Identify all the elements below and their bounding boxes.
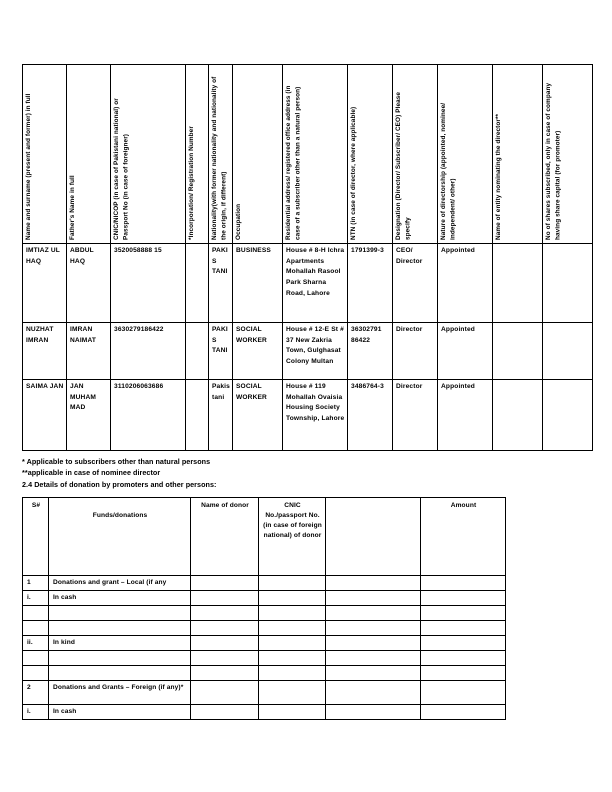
donations-table: [22, 497, 506, 720]
donations-cell-donor-name[interactable]: [191, 591, 259, 606]
donations-cell-funds: In kind: [49, 636, 191, 651]
donations-cell-donor-name[interactable]: [191, 705, 259, 720]
cell-incorporation-number: [186, 380, 209, 451]
cell-ntn: 3486764-3: [348, 380, 393, 451]
donations-row: [23, 705, 506, 720]
donations-cell-funds[interactable]: [49, 606, 191, 621]
donations-cell-serial: [23, 666, 49, 681]
donations-cell-cnic[interactable]: [259, 681, 326, 705]
donations-cell-cnic[interactable]: [259, 576, 326, 591]
donations-header-donor-name: Name of donor: [191, 498, 259, 576]
header-label-cnic: CNIC/NICOP (in case of Pakistani national) or Passport No (in case of foreigner): [113, 98, 130, 240]
cell-address: House # 12-E St # 37 New Zakria Town, Gulghasat Colony Multan: [283, 323, 348, 380]
donations-header-cnic: CNIC No./passport No. (in case of foreign national) of donor: [259, 498, 326, 576]
cell-nature-of-directorship: Appointed: [438, 244, 493, 323]
cell-father-name: JAN MUHAM MAD: [67, 380, 111, 451]
donations-row: [23, 681, 506, 705]
cell-father-name: ABDUL HAQ: [67, 244, 111, 323]
cell-shares-subscribed: [543, 380, 593, 451]
donations-cell-blank[interactable]: [326, 636, 421, 651]
donations-cell-cnic[interactable]: [259, 606, 326, 621]
donations-cell-blank[interactable]: [326, 606, 421, 621]
donations-cell-funds[interactable]: [49, 666, 191, 681]
donations-cell-serial: i.: [23, 591, 49, 606]
cell-address: House # 119 Mohallah Ovaisia Housing Society Township, Lahore: [283, 380, 348, 451]
header-cell-nationality: [209, 65, 233, 244]
header-cell-incorporation-number: [186, 65, 209, 244]
subscribers-directors-table: [22, 64, 593, 451]
donations-row: [23, 591, 506, 606]
header-label-shares-subscribed: No of shares subscribed, only in case of company having share capital (for promoter): [545, 82, 562, 240]
header-label-nominating-entity: Name of entity nominating the director**: [495, 113, 502, 240]
donations-cell-serial: [23, 651, 49, 666]
cell-shares-subscribed: [543, 244, 593, 323]
header-cell-ntn: [348, 65, 393, 244]
donations-cell-amount[interactable]: [421, 576, 506, 591]
header-cell-cnic: [111, 65, 186, 244]
section-heading-donation-details: 2.4 Details of donation by promoters and other persons:: [22, 479, 217, 489]
header-cell-occupation: [233, 65, 283, 244]
cell-occupation: SOCIAL WORKER: [233, 380, 283, 451]
donations-row: [23, 666, 506, 681]
donations-cell-amount[interactable]: [421, 681, 506, 705]
donations-cell-funds[interactable]: [49, 621, 191, 636]
donations-row: [23, 636, 506, 651]
donations-cell-amount[interactable]: [421, 651, 506, 666]
header-label-nature-of-directorship: Nature of directorship (appointed, nominee/ independent/ other): [440, 102, 457, 240]
donations-cell-cnic[interactable]: [259, 666, 326, 681]
donations-cell-serial: [23, 621, 49, 636]
table-header-row: [23, 65, 593, 244]
header-cell-shares-subscribed: [543, 65, 593, 244]
cell-cnic: 3110206063686: [111, 380, 186, 451]
cell-nationality: PAKIS TANI: [209, 323, 233, 380]
header-label-incorporation-number: *Incorporation/ Registration Number: [188, 126, 195, 240]
donations-cell-funds: In cash: [49, 591, 191, 606]
cell-nominating-entity: [493, 244, 543, 323]
donations-cell-blank[interactable]: [326, 576, 421, 591]
header-label-name: Name and surname (present and former) in full: [25, 93, 32, 240]
donations-cell-blank[interactable]: [326, 591, 421, 606]
table-row: [23, 244, 593, 323]
cell-incorporation-number: [186, 323, 209, 380]
cell-designation: Director: [393, 323, 438, 380]
cell-nature-of-directorship: Appointed: [438, 380, 493, 451]
donations-cell-donor-name[interactable]: [191, 651, 259, 666]
header-cell-nominating-entity: [493, 65, 543, 244]
donations-cell-cnic[interactable]: [259, 651, 326, 666]
footnote-applicable-subscribers: * Applicable to subscribers other than natural persons: [22, 457, 211, 466]
donations-cell-funds[interactable]: [49, 651, 191, 666]
donations-cell-cnic[interactable]: [259, 591, 326, 606]
donations-header-row: [23, 498, 506, 576]
donations-cell-cnic[interactable]: [259, 705, 326, 720]
donations-cell-blank[interactable]: [326, 621, 421, 636]
donations-header-serial: S#: [23, 498, 49, 576]
cell-cnic: 3520058888 15: [111, 244, 186, 323]
donations-cell-serial: ii.: [23, 636, 49, 651]
cell-nature-of-directorship: Appointed: [438, 323, 493, 380]
cell-occupation: BUSINESS: [233, 244, 283, 323]
donations-cell-blank[interactable]: [326, 705, 421, 720]
donations-cell-donor-name[interactable]: [191, 606, 259, 621]
donations-row: [23, 651, 506, 666]
cell-nominating-entity: [493, 323, 543, 380]
footnote-nominee-director: **applicable in case of nominee director: [22, 468, 161, 478]
header-label-father-name: Father's Name in full: [69, 175, 76, 240]
donations-cell-donor-name[interactable]: [191, 681, 259, 705]
donations-cell-serial: [23, 606, 49, 621]
cell-name: IMTIAZ UL HAQ: [23, 244, 67, 323]
header-cell-father-name: [67, 65, 111, 244]
donations-cell-blank[interactable]: [326, 666, 421, 681]
cell-incorporation-number: [186, 244, 209, 323]
donations-cell-amount[interactable]: [421, 705, 506, 720]
header-label-occupation: Occupation: [235, 203, 242, 240]
donations-cell-amount[interactable]: [421, 606, 506, 621]
donations-row: [23, 576, 506, 591]
donations-cell-amount[interactable]: [421, 666, 506, 681]
donations-cell-serial: i.: [23, 705, 49, 720]
donations-cell-cnic[interactable]: [259, 636, 326, 651]
donations-cell-amount[interactable]: [421, 591, 506, 606]
donations-header-amount: Amount: [421, 498, 506, 576]
header-cell-name: [23, 65, 67, 244]
header-cell-nature-of-directorship: [438, 65, 493, 244]
cell-ntn: 1791399-3: [348, 244, 393, 323]
table-row: [23, 380, 593, 451]
donations-cell-amount[interactable]: [421, 621, 506, 636]
donations-cell-blank[interactable]: [326, 681, 421, 705]
cell-name: NUZHAT IMRAN: [23, 323, 67, 380]
cell-nationality: Pakis tani: [209, 380, 233, 451]
header-label-ntn: NTN (in case of director, where applicable): [350, 106, 357, 240]
donations-cell-funds: In cash: [49, 705, 191, 720]
cell-cnic: 3630279186422: [111, 323, 186, 380]
donations-cell-donor-name[interactable]: [191, 636, 259, 651]
header-cell-address: [283, 65, 348, 244]
donations-cell-funds: Donations and Grants – Foreign (if any)*: [49, 681, 191, 705]
cell-name: SAIMA JAN: [23, 380, 67, 451]
cell-shares-subscribed: [543, 323, 593, 380]
table-row: [23, 323, 593, 380]
donations-cell-cnic[interactable]: [259, 621, 326, 636]
cell-father-name: IMRAN NAIMAT: [67, 323, 111, 380]
donations-cell-funds: Donations and grant – Local (if any: [49, 576, 191, 591]
header-label-address: Residential address/ registered office address (in case of a subscriber other than a natural person): [285, 85, 302, 240]
footnotes: [22, 456, 582, 490]
header-cell-designation: [393, 65, 438, 244]
cell-designation: Director: [393, 380, 438, 451]
donations-cell-amount[interactable]: [421, 636, 506, 651]
header-label-nationality: Nationality(with former nationality and nationality of the origin, if different): [211, 76, 228, 240]
donations-header-blank: [326, 498, 421, 576]
donations-cell-donor-name[interactable]: [191, 666, 259, 681]
cell-nominating-entity: [493, 380, 543, 451]
cell-ntn: 36302791 86422: [348, 323, 393, 380]
cell-nationality: PAKIS TANI: [209, 244, 233, 323]
donations-cell-blank[interactable]: [326, 651, 421, 666]
cell-occupation: SOCIAL WORKER: [233, 323, 283, 380]
donations-cell-serial: 2: [23, 681, 49, 705]
header-label-designation: Designation (Director/ Subscriber/ CEO) Please specify: [395, 91, 412, 240]
donations-cell-donor-name[interactable]: [191, 621, 259, 636]
donations-row: [23, 606, 506, 621]
cell-address: House # 8-H Ichra Apartments Mohallah Rasool Park Sharna Road, Lahore: [283, 244, 348, 323]
cell-designation: CEO/ Director: [393, 244, 438, 323]
donations-header-funds: Funds/donations: [49, 498, 191, 576]
donations-cell-serial: 1: [23, 576, 49, 591]
donations-cell-donor-name[interactable]: [191, 576, 259, 591]
donations-row: [23, 621, 506, 636]
